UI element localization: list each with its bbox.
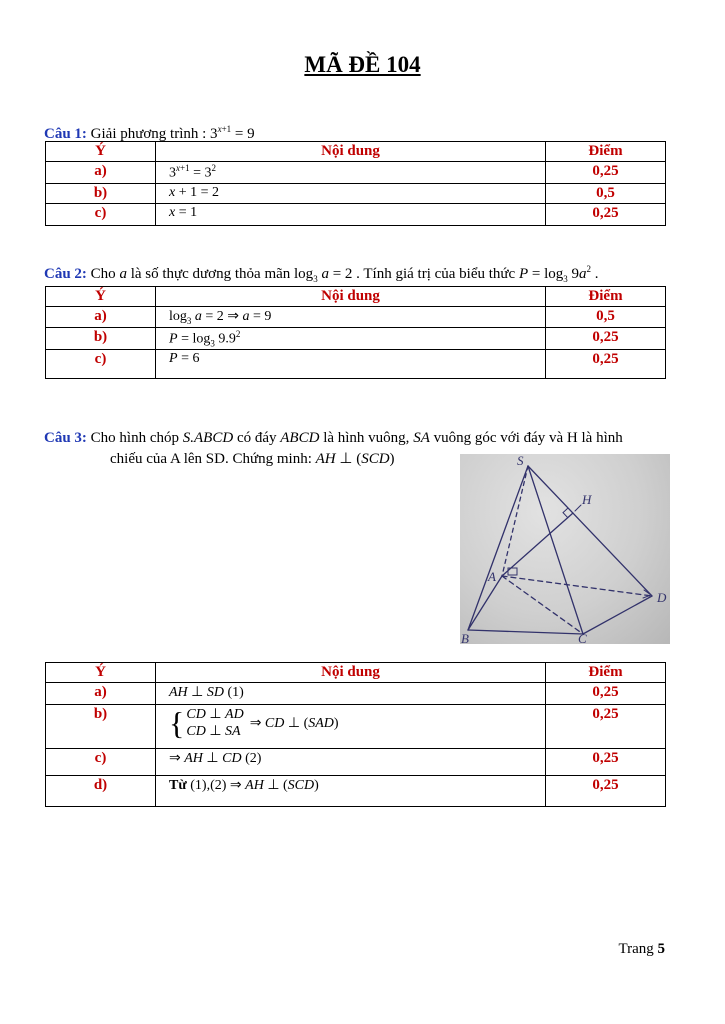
h-label-pointer [575,505,581,511]
row-point-cell: 0,5 [546,307,666,328]
question-1-body: Giải phương trình : $3^{x+1} = 9$ [90,124,255,142]
table-header-row [46,142,666,162]
header-diem: Điểm [546,142,666,162]
footer-label: Trang [618,941,658,957]
row-content-cell: $3^{x+1} = 3^2$ [156,162,546,184]
answer-table-3 [45,662,666,807]
table-row [46,203,666,225]
row-content-cell: Từ (1),(2) ⇒ AH ⊥ (SCD) [156,776,546,807]
pyramid-edges [468,466,652,634]
header-noi-dung: Nội dung [156,142,546,162]
question-3-body: Cho hình chóp S.ABCD có đáy ABCD là hình vuông, SA vuông góc với đáy và H là hình chiếu của A lên SD. Chứng minh: AH ⊥ (SCD) [90,430,623,467]
row-index-cell: d) [46,776,156,807]
table-row [46,183,666,203]
vertex-label-c: C [578,631,587,644]
table-row [46,683,666,705]
vertex-label-a: A [488,569,496,584]
header-y: Ý [46,287,156,307]
header-noi-dung: Nội dung [156,663,546,683]
row-point-cell: 0,5 [546,183,666,203]
vertex-label-s: S [517,454,524,468]
row-content-cell: $\log_3 a = 2$ ⇒ a = 9 [156,307,546,328]
row-index-cell: a) [46,683,156,705]
exam-code-text: MÃ ĐỀ 104 [304,52,421,77]
vertex-label-h: H [582,492,592,507]
table-row [46,705,666,749]
row-content-cell: { CD ⊥ AD CD ⊥ SA ⇒ CD ⊥ (SAD) [156,705,546,749]
row-content-cell: x + 1 = 2 [156,183,546,203]
row-index-cell: b) [46,327,156,349]
row-content-cell: ⇒ AH ⊥ CD (2) [156,749,546,776]
header-noi-dung: Nội dung [156,287,546,307]
row-content-cell: AH ⊥ SD (1) [156,683,546,705]
question-2-body: Cho a là số thực dương thỏa mãn $\log_3 a = 2$ . Tính giá trị của biểu thức $P = \log_3 9a^2$ . [90,264,599,284]
page-title [0,52,725,78]
vertex-label-b: B [461,631,469,644]
question-3-label: Câu 3: [44,430,87,446]
table-header-row [46,663,666,683]
row-index-cell: b) [46,705,156,749]
row-point-cell: 0,25 [546,327,666,349]
page-footer [45,941,665,958]
row-content-cell: x = 1 [156,203,546,225]
table-row [46,776,666,807]
question-2-label: Câu 2: [44,266,87,282]
footer-page-number: 5 [657,941,665,957]
row-point-cell: 0,25 [546,350,666,379]
table-row [46,307,666,328]
table-row [46,350,666,379]
row-point-cell: 0,25 [546,776,666,807]
pyramid-diagram-photo [460,454,670,644]
row-index-cell: c) [46,749,156,776]
row-point-cell: 0,25 [546,749,666,776]
pyramid-figure [460,454,670,644]
answer-table-1 [45,141,666,226]
row-index-cell: a) [46,162,156,184]
vertex-label-d: D [657,590,667,605]
row-content-cell: P = 6 [156,350,546,379]
row-point-cell: 0,25 [546,683,666,705]
row-content-cell: $P = \log_3 9.9^2$ [156,327,546,349]
table-row [46,162,666,184]
header-diem: Điểm [546,663,666,683]
header-y: Ý [46,142,156,162]
row-index-cell: c) [46,203,156,225]
table-row [46,327,666,349]
row-index-cell: a) [46,307,156,328]
table-header-row [46,287,666,307]
row-index-cell: b) [46,183,156,203]
table-row [46,749,666,776]
row-index-cell: c) [46,350,156,379]
header-diem: Điểm [546,287,666,307]
row-point-cell: 0,25 [546,162,666,184]
answer-table-2 [45,286,666,379]
question-1-label: Câu 1: [44,126,87,142]
right-angle-mark-h [563,508,568,518]
row-point-cell: 0,25 [546,203,666,225]
header-y: Ý [46,663,156,683]
vertex-labels [461,454,667,644]
row-point-cell: 0,25 [546,705,666,749]
